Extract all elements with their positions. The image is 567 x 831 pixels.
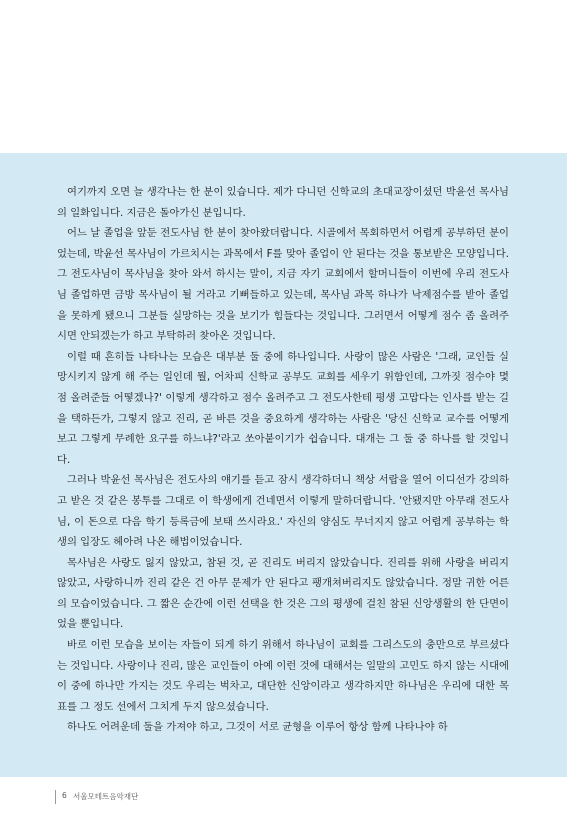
publisher-name: 서울모테트음악재단 xyxy=(73,792,139,801)
paragraph-5: 목사님은 사랑도 잃지 않았고, 참된 것, 곧 진리도 버리지 않았습니다. 진리를 위해 사랑을 버리지 않았고, 사랑하니까 진리 같은 건 아무 문제가 안 된다고 팽개쳐버리지도 않았습니다. 정말 귀한 어른의 모습이었습니다. 그 짧은 순간에 이런 선택을 한 것은 그의 평생에 걸친 참된 신앙생활의 한 단면이었을 뿐입니다. xyxy=(57,556,509,631)
page-footer xyxy=(0,777,567,831)
top-blank-area xyxy=(0,0,567,153)
body-text xyxy=(57,182,509,738)
paragraph-3: 이럴 때 흔히들 나타나는 모습은 대부분 둘 중에 하나입니다. 사랑이 많은 사람은 '그래, 교인들 실망시키지 않게 해 주는 일인데 뭘, 어차피 신학교 공부도 교회를 세우기 위함인데, 그까짓 점수야 몇 점 올려준들 어떻겠나?' 이렇게 생각하고 점수 올려주고 그 전도사한테 평생 고맙다는 인사를 받는 길을 택하든가, 그렇지 않고 진리, 곧 바른 것을 중요하게 생각하는 사람은 '당신 신학교 교수를 어떻게 보고 그렇게 무례한 요구를 하느냐?'라고 쏘아붙이기가 쉽습니다. 대개는 그 둘 중 하나를 할 것입니다. xyxy=(57,350,509,466)
paragraph-1: 여기까지 오면 늘 생각나는 한 분이 있습니다. 제가 다니던 신학교의 초대교장이셨던 박윤선 목사님의 일화입니다. 지금은 돌아가신 분입니다. xyxy=(57,186,509,219)
paragraph-7: 하나도 어려운데 둘을 가져야 하고, 그것이 서로 균형을 이루어 항상 함께 나타나야 하 xyxy=(67,721,448,734)
paragraph-4: 그러나 박윤선 목사님은 전도사의 얘기를 듣고 잠시 생각하더니 책상 서랍을 열어 이디선가 강의하고 받은 것 같은 봉투를 그대로 이 학생에게 건네면서 이렇게 말하더랍니다. '안됐지만 아무래 전도사님, 이 돈으로 다음 학기 등록금에 보태 쓰시라요.' 자신의 양심도 무너지지 않고 어렵게 공부하는 학생의 입장도 헤아려 나온 해법이었습니다. xyxy=(57,474,509,549)
page-number: 6 xyxy=(62,791,67,800)
footer-divider xyxy=(55,790,56,804)
highlight-box xyxy=(0,153,567,777)
paragraph-2: 어느 날 졸업을 앞둔 전도사님 한 분이 찾아왔더랍니다. 시골에서 목회하면서 어렵게 공부하던 분이었는데, 박윤선 목사님이 가르치시는 과목에서 F를 맞아 졸업이 안 된다는 것을 통보받은 모양입니다. 그 전도사님이 목사님을 찾아 와서 하시는 말이, 지금 자기 교회에서 할머니들이 이번에 우리 전도사님 졸업하면 금방 목사님이 될 거라고 기뻐들하고 있는데, 목사님 과목 하나가 낙제점수를 받아 졸업을 못하게 됐으니 그분들 실망하는 것을 보기가 힘들다는 것입니다. 그러면서 어떻게 점수 좀 올려주시면 안되겠는가 하고 부탁하러 찾아온 것입니다. xyxy=(57,227,509,343)
paragraph-6: 바로 이런 모습을 보이는 자들이 되게 하기 위해서 하나님이 교회를 그리스도의 충만으로 부르셨다는 것입니다. 사랑이나 진리, 많은 교인들이 아예 이런 것에 대해서는 일말의 고민도 하지 않는 시대에 이 중에 하나만 가지는 것도 우리는 벅차고, 대단한 신앙이라고 생각하지만 하나님은 우리에 대한 목표를 그 정도 선에서 그치게 두지 않으셨습니다. xyxy=(57,639,509,713)
